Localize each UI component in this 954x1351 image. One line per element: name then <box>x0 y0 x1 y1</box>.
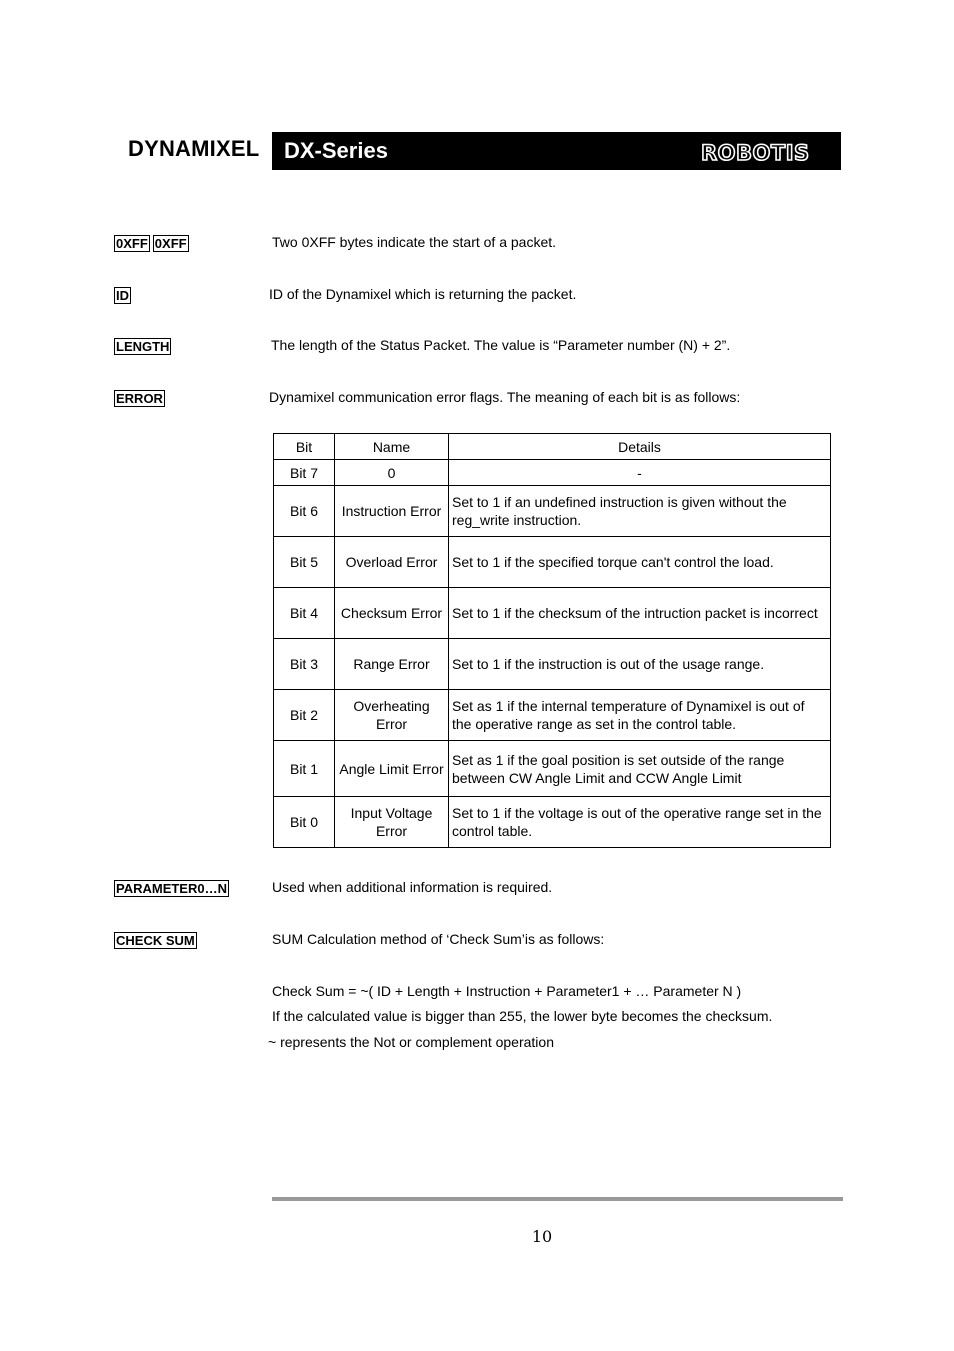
desc-id: ID of the Dynamixel which is returning the packet. <box>269 286 577 302</box>
cell-name: Overheating Error <box>335 690 449 741</box>
term-start-byte-1: 0XFF <box>116 236 148 251</box>
header-bit: Bit <box>274 434 335 460</box>
cell-details: Set to 1 if the checksum of the intruction packet is incorrect <box>449 588 831 639</box>
table-header-row <box>274 434 831 460</box>
table-row <box>274 741 831 797</box>
cell-details: - <box>449 460 831 486</box>
cell-name: Angle Limit Error <box>335 741 449 797</box>
cell-details: Set to 1 if an undefined instruction is given without the reg_write instruction. <box>449 486 831 537</box>
cell-details: Set as 1 if the internal temperature of Dynamixel is out of the operative range as set in the control table. <box>449 690 831 741</box>
checksum-note-lower-byte: If the calculated value is bigger than 255, the lower byte becomes the checksum. <box>272 1008 773 1024</box>
robotis-logo <box>701 141 821 163</box>
desc-parameter: Used when additional information is required. <box>272 879 553 895</box>
cell-details: Set to 1 if the voltage is out of the operative range set in the control table. <box>449 797 831 848</box>
error-bits-table <box>273 433 831 848</box>
term-checksum <box>114 932 200 949</box>
cell-name: Checksum Error <box>335 588 449 639</box>
term-length-label: LENGTH <box>116 339 170 354</box>
desc-checksum: SUM Calculation method of ‘Check Sum’is as follows: <box>272 931 605 947</box>
cell-details: Set to 1 if the specified torque can't control the load. <box>449 537 831 588</box>
cell-details: Set to 1 if the instruction is out of the usage range. <box>449 639 831 690</box>
cell-bit: Bit 0 <box>274 797 335 848</box>
term-parameter <box>114 880 232 897</box>
header-details: Details <box>449 434 831 460</box>
cell-bit: Bit 6 <box>274 486 335 537</box>
series-title: DX-Series <box>284 138 388 163</box>
desc-length: The length of the Status Packet. The value is “Parameter number (N) + 2”. <box>271 337 731 353</box>
cell-name: Range Error <box>335 639 449 690</box>
cell-name: 0 <box>335 460 449 486</box>
table-row <box>274 537 831 588</box>
term-error <box>114 390 168 407</box>
term-parameter-label: PARAMETER0…N <box>116 881 227 896</box>
cell-name: Instruction Error <box>335 486 449 537</box>
term-checksum-label: CHECK SUM <box>116 933 195 948</box>
footer-rule <box>272 1197 843 1201</box>
header-name: Name <box>335 434 449 460</box>
desc-start: Two 0XFF bytes indicate the start of a packet. <box>272 234 557 250</box>
cell-bit: Bit 2 <box>274 690 335 741</box>
table-row <box>274 797 831 848</box>
table-row <box>274 486 831 537</box>
checksum-note-complement: ~ represents the Not or complement operation <box>268 1034 554 1050</box>
cell-bit: Bit 4 <box>274 588 335 639</box>
term-error-label: ERROR <box>116 391 163 406</box>
term-id-label: ID <box>116 288 129 303</box>
table-row <box>274 690 831 741</box>
cell-bit: Bit 5 <box>274 537 335 588</box>
logo-text: ROBOTIS <box>701 141 810 163</box>
term-start-byte-2: 0XFF <box>154 236 187 251</box>
term-length <box>114 338 174 355</box>
desc-error: Dynamixel communication error flags. The meaning of each bit is as follows: <box>269 389 741 405</box>
term-id <box>114 287 134 304</box>
cell-details: Set as 1 if the goal position is set outside of the range between CW Angle Limit and CCW Angle Limit <box>449 741 831 797</box>
page-number: 10 <box>531 1227 553 1246</box>
cell-bit: Bit 7 <box>274 460 335 486</box>
cell-name: Overload Error <box>335 537 449 588</box>
table-row <box>274 460 831 486</box>
series-banner <box>272 132 841 170</box>
brand-title: DYNAMIXEL <box>128 136 260 161</box>
table-row <box>274 588 831 639</box>
checksum-formula: Check Sum = ~( ID + Length + Instruction + Parameter1 + … Parameter N ) <box>272 983 742 999</box>
table-row <box>274 639 831 690</box>
term-start <box>114 235 192 252</box>
cell-name: Input Voltage Error <box>335 797 449 848</box>
cell-bit: Bit 3 <box>274 639 335 690</box>
cell-bit: Bit 1 <box>274 741 335 797</box>
